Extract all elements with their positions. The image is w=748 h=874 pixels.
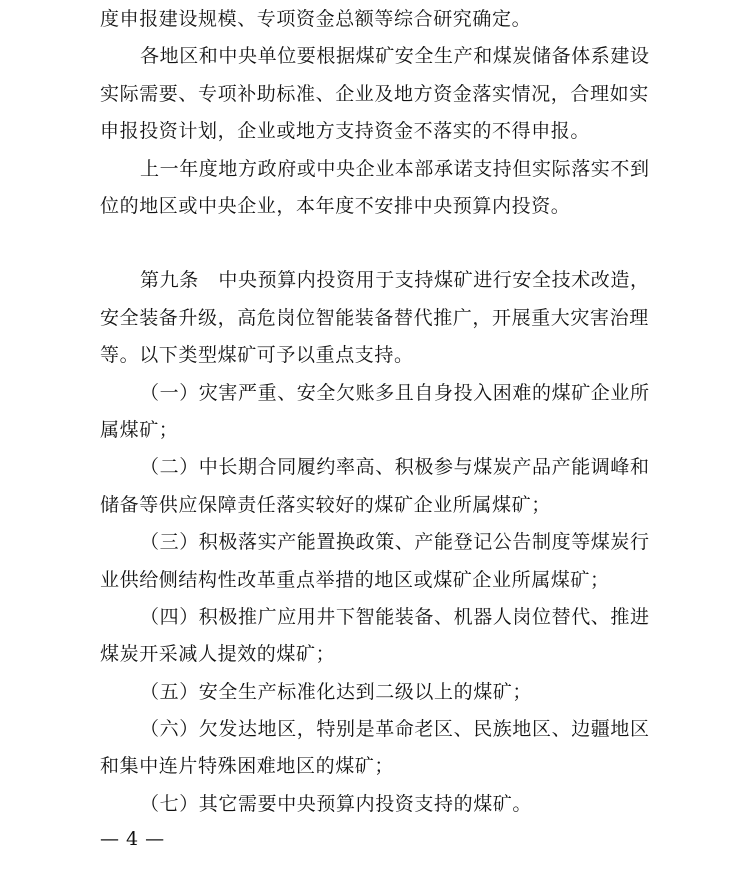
text-line: 申报投资计划，企业或地方支持资金不落实的不得申报。 xyxy=(100,120,591,142)
text-line: 各地区和中央单位要根据煤矿安全生产和煤炭储备体系建设 xyxy=(140,45,650,67)
text-line: 业供给侧结构性改革重点举措的地区或煤矿企业所属煤矿； xyxy=(100,569,610,591)
list-item-line: （四）积极推广应用井下智能装备、机器人岗位替代、推进 xyxy=(140,606,650,628)
text-line: 位的地区或中央企业，本年度不安排中央预算内投资。 xyxy=(100,195,571,217)
text-line: 煤炭开采减人提效的煤矿； xyxy=(100,643,336,665)
text-line: 储备等供应保障责任落实较好的煤矿企业所属煤矿； xyxy=(100,494,551,516)
text-line: 安全装备升级，高危岗位智能装备替代推广，开展重大灾害治理 xyxy=(100,307,649,329)
list-item-line: （二）中长期合同履约率高、积极参与煤炭产品产能调峰和 xyxy=(140,456,650,478)
page-number: — 4 — xyxy=(100,828,165,850)
text-line: 属煤矿； xyxy=(100,419,179,441)
text-line: 上一年度地方政府或中央企业本部承诺支持但实际落实不到 xyxy=(140,158,650,180)
text-line: 等。以下类型煤矿可予以重点支持。 xyxy=(100,344,414,366)
text-line: 实际需要、专项补助标准、企业及地方资金落实情况，合理如实 xyxy=(100,83,649,105)
list-item-line: （六）欠发达地区，特别是革命老区、民族地区、边疆地区 xyxy=(140,718,650,740)
list-item-line: （一）灾害严重、安全欠账多且自身投入困难的煤矿企业所 xyxy=(140,382,650,404)
list-item-line: （三）积极落实产能置换政策、产能登记公告制度等煤炭行 xyxy=(140,531,650,553)
article-heading-line: 第九条 中央预算内投资用于支持煤矿进行安全技术改造， xyxy=(140,269,650,291)
list-item-line: （五）安全生产标准化达到二级以上的煤矿； xyxy=(140,681,533,703)
list-item-line: （七）其它需要中央预算内投资支持的煤矿。 xyxy=(140,793,533,815)
text-line: 度申报建设规模、专项资金总额等综合研究确定。 xyxy=(100,8,532,30)
text-line: 和集中连片特殊困难地区的煤矿； xyxy=(100,755,395,777)
